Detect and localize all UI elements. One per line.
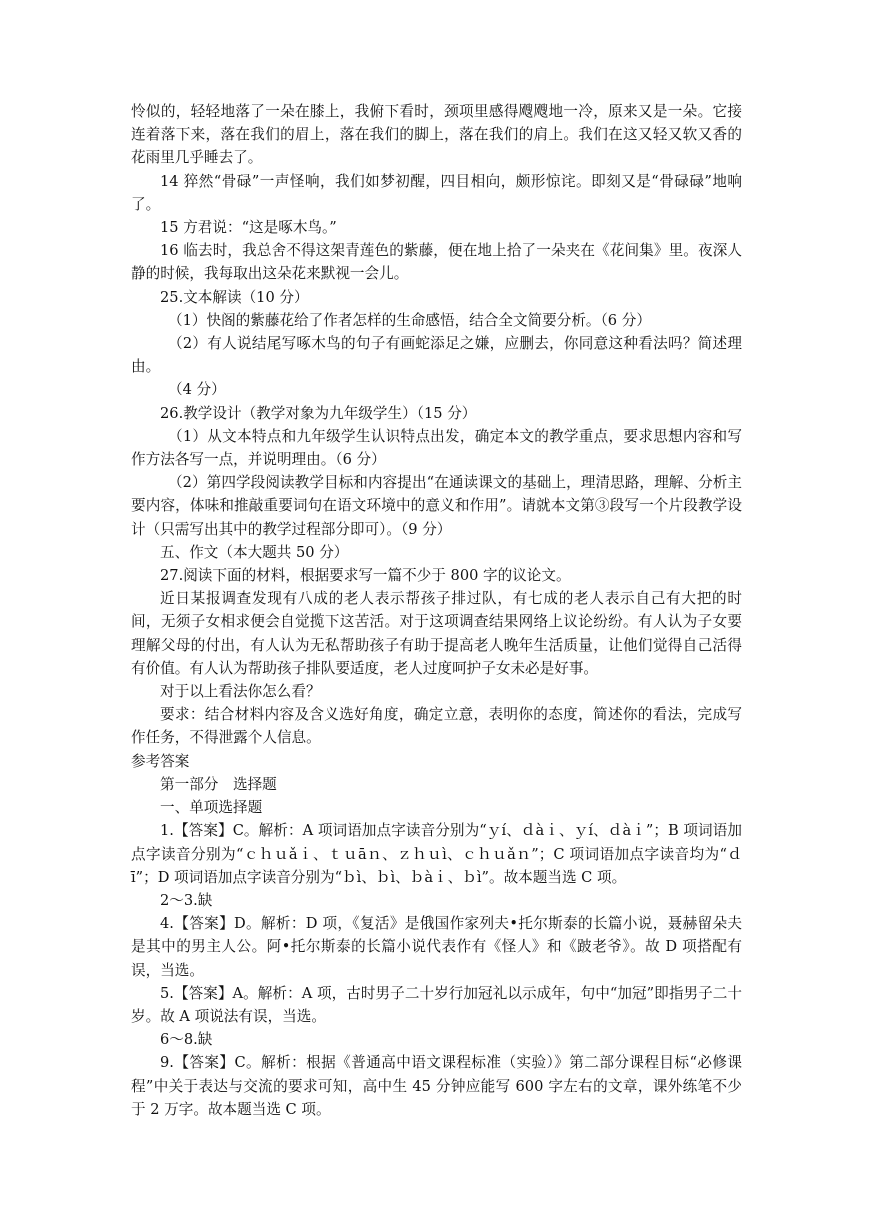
paragraph: 一、单项选择题 — [160, 799, 263, 817]
paragraph: 参考答案 — [131, 752, 190, 770]
document-body — [131, 100, 742, 1121]
paragraph: （1）从文本特点和九年级学生认识特点出发，确定本文的教学重点，要求思想内容和写作方法各写一点，并说明理由。（6 分） — [131, 427, 742, 469]
paragraph: 27.阅读下面的材料，根据要求写一篇不少于 800 字的议论文。 — [160, 567, 571, 585]
paragraph: 6～8.缺 — [160, 1031, 213, 1049]
paragraph: 五、作文（本大题共 50 分） — [160, 543, 349, 561]
paragraph: 16 临去时，我总舍不得这架青莲色的紫藤，便在地上拾了一朵夹在《花间集》里。夜深人静的时候，我每取出这朵花来默视一会儿。 — [131, 242, 742, 283]
paragraph: 15 方君说：“这是啄木鸟。” — [160, 219, 337, 237]
paragraph: 26.教学设计（教学对象为九年级学生）（15 分） — [160, 404, 477, 422]
paragraph: 1.【答案】C。解析：A 项词语加点字读音分别为“ｙí、ｄàｉ、ｙí、ｄàｉ”；B 项词语加点字读音分别为“ｃｈｕǎｉ、ｔｕāｎ、ｚｈｕì、ｃｈｕǎｎ”；C 项词语加点字读音均为“ｄī”；D 项词语加点字读音分别为“ｂì、ｂì、ｂàｉ、ｂì”。故本题当选 C 项。 — [131, 822, 742, 886]
paragraph: 5.【答案】A。解析：A 项，古时男子二十岁行加冠礼以示成年，句中“加冠”即指男子二十岁。故 A 项说法有误，当选。 — [131, 984, 742, 1025]
paragraph: 第一部分 选择题 — [160, 775, 277, 793]
paragraph: （2）有人说结尾写啄木鸟的句子有画蛇添足之嫌，应删去，你同意这种看法吗？简述理由。 — [131, 335, 742, 376]
paragraph: 近日某报调查发现有八成的老人表示帮孩子排过队，有七成的老人表示自己有大把的时间，无须子女相求便会自觉揽下这苦活。对于这项调查结果网络上议论纷纷。有人认为子女要理解父母的付出，有人认为无私帮助孩子有助于提高老人晚年生活质量，让他们觉得自己活得有价值。有人认为帮助孩子排队要适度，老人过度呵护子女未必是好事。 — [131, 590, 742, 677]
paragraph: （4 分） — [168, 381, 226, 399]
paragraph: 要求：结合材料内容及含义选好角度，确定立意，表明你的态度，简述你的看法，完成写作任务，不得泄露个人信息。 — [131, 706, 742, 747]
paragraph: 14 猝然“骨碌”一声怪响，我们如梦初醒，四目相向，颇形惊诧。即刻又是“骨碌碌”地响了。 — [131, 172, 742, 213]
paragraph: 9.【答案】C。解析：根据《普通高中语文课程标准（实验）》第二部分课程目标“必修课程”中关于表达与交流的要求可知，高中生 45 分钟应能写 600 字左右的文章，课外练笔不少于 2 万字。故本题当选 C 项。 — [131, 1054, 742, 1118]
paragraph: （1）快阁的紫藤花给了作者怎样的生命感悟，结合全文简要分析。（6 分） — [168, 311, 651, 329]
paragraph: 对于以上看法你怎么看？ — [160, 683, 321, 701]
paragraph: 25.文本解读（10 分） — [160, 288, 309, 306]
paragraph: （2）第四学段阅读教学目标和内容提出“在通读课文的基础上，理清思路，理解、分析主要内容，体味和推敲重要词句在语文环境中的意义和作用”。请就本文第③段写一个片段教学设计（只需写出其中的教学过程部分即可）。（9 分） — [131, 474, 742, 538]
paragraph: 怜似的，轻轻地落了一朵在膝上，我俯下看时，颈项里感得飕飕地一冷，原来又是一朵。它接连着落下来，落在我们的眉上，落在我们的脚上，落在我们的肩上。我们在这又轻又软又香的花雨里几乎睡去了。 — [131, 103, 742, 167]
paragraph: 4.【答案】D。解析：D 项，《复活》是俄国作家列夫•托尔斯泰的长篇小说，聂赫留朵夫是其中的男主人公。阿•托尔斯泰的长篇小说代表作有《怪人》和《跛老爷》。故 D 项搭配有误，当选。 — [131, 915, 742, 979]
paragraph: 2～3.缺 — [160, 891, 213, 909]
